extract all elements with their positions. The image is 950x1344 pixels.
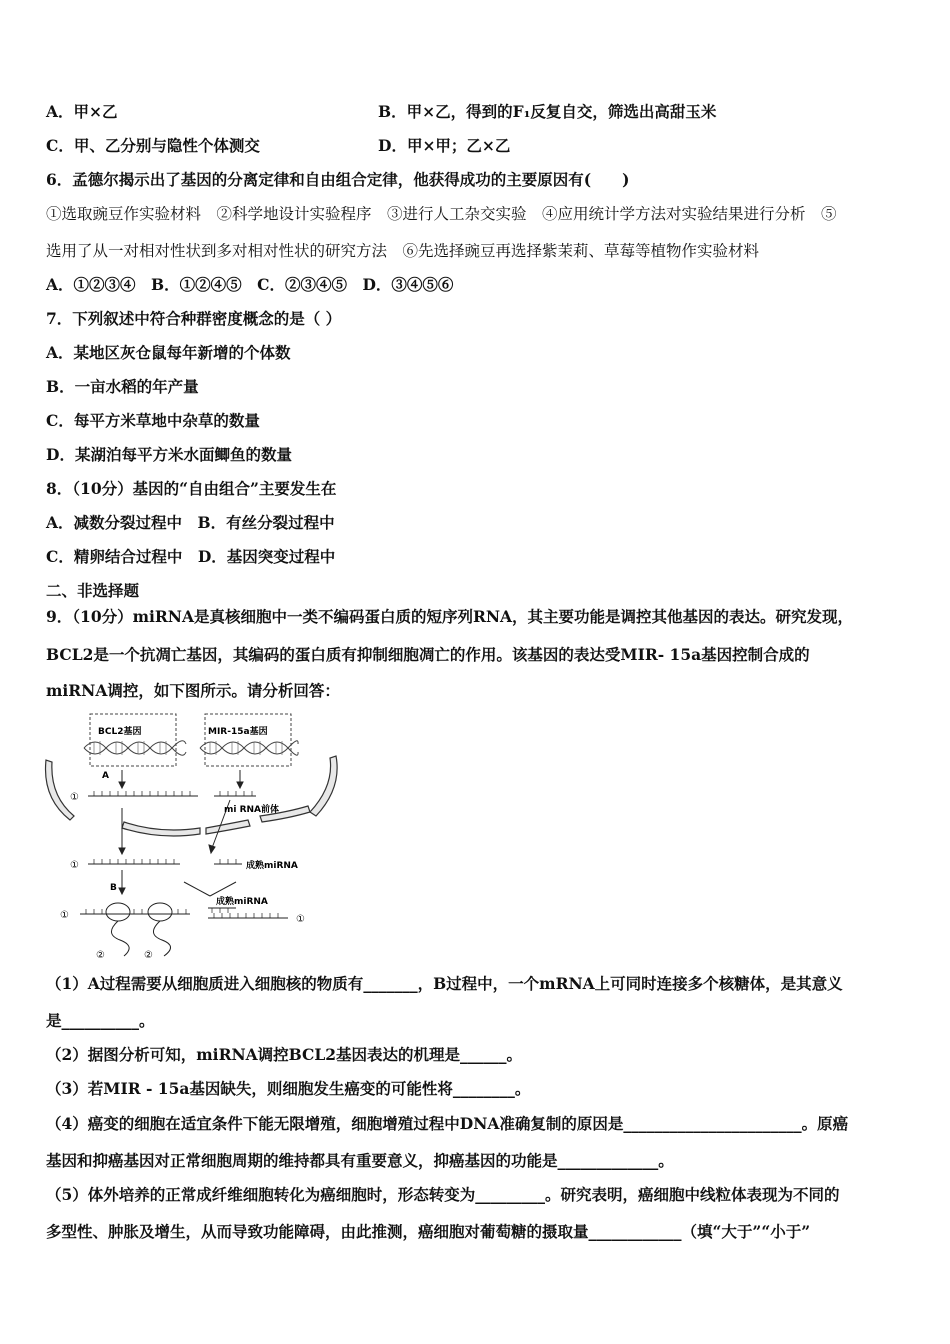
q9-part3: （3）若MIR - 15a基因缺失，则细胞发生癌变的可能性将________。 bbox=[46, 1079, 531, 1098]
q7-option-a: A．某地区灰仓鼠每年新增的个体数 bbox=[46, 343, 291, 362]
q9-part4-line1: （4）癌变的细胞在适宜条件下能无限增殖，细胞增殖过程中DNA准确复制的原因是_______________________。原癌 bbox=[46, 1114, 849, 1133]
q8-options-ab: A．减数分裂过程中 B．有丝分裂过程中 bbox=[46, 513, 335, 532]
q5-option-a: A．甲×乙 bbox=[46, 102, 118, 121]
q7-stem: 7．下列叙述中符合种群密度概念的是（ ） bbox=[46, 309, 342, 328]
dna-helix-1-strand-a bbox=[84, 741, 186, 754]
mirna-regulation-diagram bbox=[40, 708, 370, 964]
ribosome-1 bbox=[106, 903, 130, 921]
q5-option-b: B．甲×乙，得到的F₁反复自交，筛选出高甜玉米 bbox=[378, 102, 717, 121]
gene1-label: BCL2基因 bbox=[98, 727, 142, 737]
dna-helix-1-strand-b bbox=[84, 742, 186, 755]
arrow-mir-head bbox=[237, 782, 243, 788]
q9-line3: miRNA调控，如下图所示。请分析回答： bbox=[46, 681, 340, 700]
q8-options-cd: C．精卵结合过程中 D．基因突变过程中 bbox=[46, 547, 336, 566]
section-heading: 二、非选择题 bbox=[46, 581, 140, 600]
q9-part5-line2: 多型性、肿胀及增生，从而导致功能障碍，由此推测，癌细胞对葡萄糖的摄取量____________（填“大于”“小于” bbox=[46, 1222, 811, 1241]
mirna-bind-arrow-1 bbox=[184, 882, 210, 896]
precursor-label: mi RNA前体 bbox=[224, 805, 280, 815]
polypeptide-2 bbox=[153, 921, 170, 956]
circle-1-label-c: ① bbox=[60, 910, 69, 921]
q5-option-d: D．甲×甲；乙×乙 bbox=[378, 136, 511, 155]
nuclear-envelope-right bbox=[310, 756, 337, 816]
circle-1-label-a: ① bbox=[70, 792, 79, 803]
q9-part1-line2: 是__________。 bbox=[46, 1011, 155, 1030]
q9-line2: BCL2是一个抗凋亡基因，其编码的蛋白质有抑制细胞凋亡的作用。该基因的表达受MIR- 15a基因控制合成的 bbox=[46, 645, 810, 664]
q5-option-c: C．甲、乙分别与隐性个体测交 bbox=[46, 136, 260, 155]
nuclear-envelope-middle-2 bbox=[206, 820, 250, 834]
q6-stem: 6．孟德尔揭示出了基因的分离定律和自由组合定律，他获得成功的主要原因有( ) bbox=[46, 170, 630, 189]
bcl2-gene-box bbox=[90, 714, 176, 766]
circle-1-label-d: ① bbox=[296, 914, 305, 925]
q8-stem: 8．（10分）基因的“自由组合”主要发生在 bbox=[46, 479, 337, 498]
q9-part5-line1: （5）体外培养的正常成纤维细胞转化为癌细胞时，形态转变为_________。研究表明，癌细胞中线粒体表现为不同的 bbox=[46, 1185, 840, 1204]
nuclear-envelope-left bbox=[46, 760, 75, 820]
q7-option-d: D．某湖泊每平方米水面鲫鱼的数量 bbox=[46, 445, 292, 464]
mature-mirna-label-1: 成熟miRNA bbox=[246, 861, 298, 871]
polypeptide-1 bbox=[111, 921, 129, 956]
q6-options: A．①②③④ B．①②④⑤ C．②③④⑤ D．③④⑤⑥ bbox=[46, 275, 454, 294]
ribosome-2 bbox=[148, 903, 172, 921]
arrow-a-head bbox=[119, 782, 125, 788]
mirna-bind-arrow-2 bbox=[210, 882, 236, 896]
circle-2-label-a: ② bbox=[96, 950, 105, 961]
q9-line1: 9．（10分）miRNA是真核细胞中一类不编码蛋白质的短序列RNA，其主要功能是调控其他基因的表达。研究发现， bbox=[46, 607, 854, 626]
q7-option-c: C．每平方米草地中杂草的数量 bbox=[46, 411, 260, 430]
q7-option-b: B．一亩水稻的年产量 bbox=[46, 377, 199, 396]
q9-part4-line2: 基因和抑癌基因对正常细胞周期的维持都具有重要意义，抑癌基因的功能是_____________。 bbox=[46, 1151, 674, 1170]
mature-mirna-label-2: 成熟miRNA bbox=[216, 897, 268, 907]
q6-items-line1: ①选取豌豆作实验材料 ②科学地设计实验程序 ③进行人工杂交实验 ④应用统计学方法对实验结果进行分析 ⑤ bbox=[46, 205, 837, 223]
nuclear-envelope-middle bbox=[122, 822, 200, 836]
q6-items-line2: 选用了从一对相对性状到多对相对性状的研究方法 ⑥先选择豌豆再选择紫茉莉、草莓等植物作实验材料 bbox=[46, 242, 760, 260]
circle-1-label-b: ① bbox=[70, 860, 79, 871]
q9-part1-line1: （1）A过程需要从细胞质进入细胞核的物质有_______，B过程中，一个mRNA上可同时连接多个核糖体，是其意义 bbox=[46, 974, 843, 993]
circle-2-label-b: ② bbox=[144, 950, 153, 961]
q9-part2: （2）据图分析可知，miRNA调控BCL2基因表达的机理是______。 bbox=[46, 1045, 523, 1064]
label-a: A bbox=[102, 771, 109, 781]
mir15a-gene-box bbox=[205, 714, 291, 766]
label-b: B bbox=[110, 883, 117, 893]
gene2-label: MIR-15a基因 bbox=[208, 727, 268, 737]
arrow-b-head bbox=[119, 888, 125, 894]
